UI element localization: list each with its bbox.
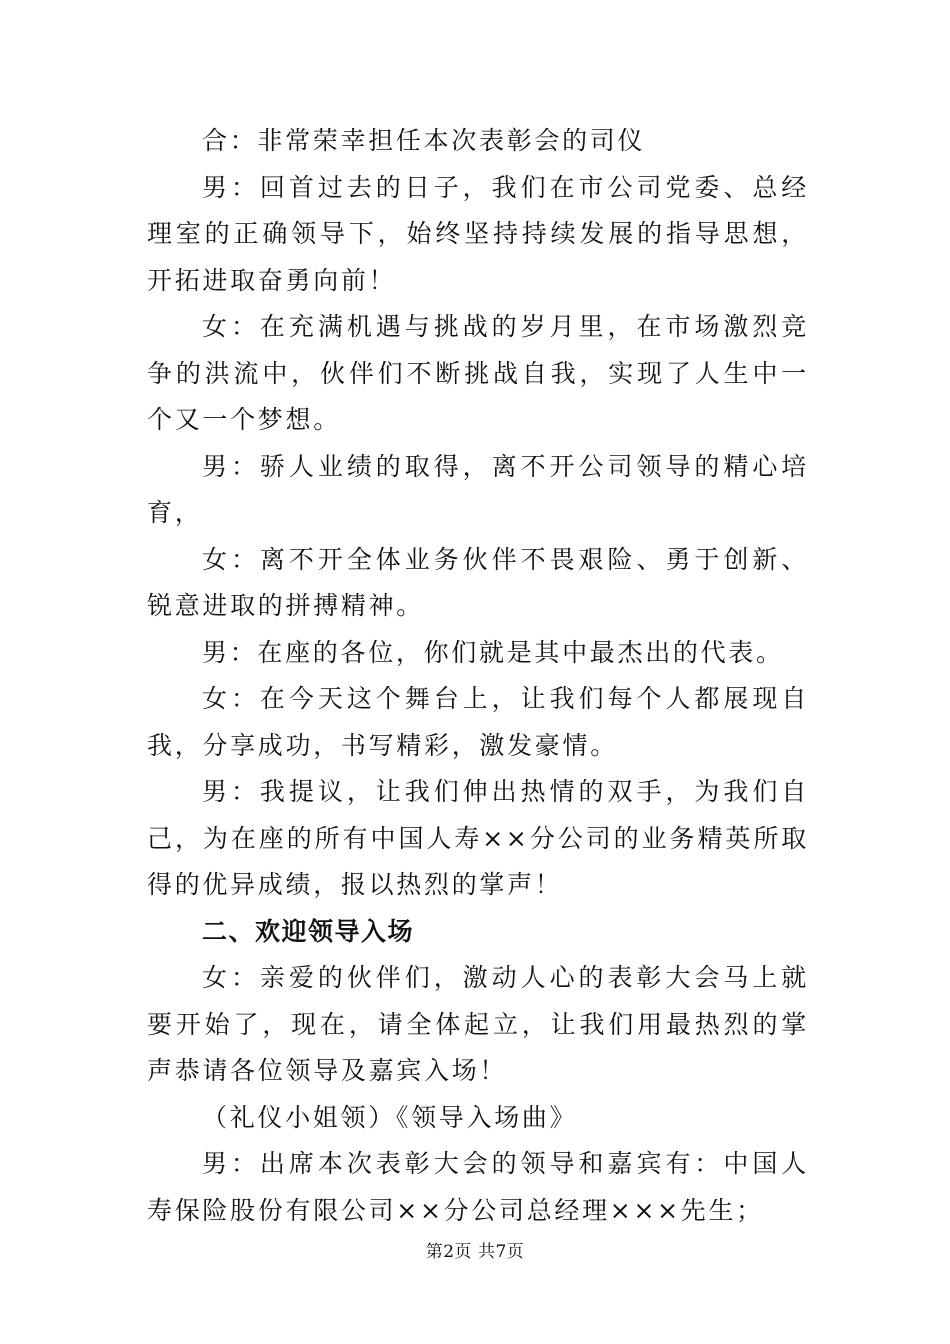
paragraph-male-review: 男：回首过去的日子，我们在市公司党委、总经理室的正确领导下，始终坚持持续发展的指导思想，开拓进取奋勇向前！: [147, 172, 809, 295]
paragraph-male-guests: 男：出席本次表彰大会的领导和嘉宾有：中国人寿保险股份有限公司××分公司总经理×××先生；: [147, 1149, 809, 1225]
paragraph-opening: 合：非常荣幸担任本次表彰会的司仪: [202, 126, 646, 155]
paragraph-female-spirit: 女：离不开全体业务伙伴不畏艰险、勇于创新、锐意进取的拼搏精神。: [147, 544, 809, 620]
paragraph-male-applause: 男：我提议，让我们伸出热情的双手，为我们自己，为在座的所有中国人寿××分公司的业务精英所取得的优异成绩，报以热烈的掌声！: [147, 777, 809, 899]
paragraph-male-representatives: 男：在座的各位，你们就是其中最杰出的代表。: [202, 637, 784, 667]
page-number-footer: 第2页 共7页: [425, 1242, 525, 1262]
paragraph-female-stage: 女：在今天这个舞台上，让我们每个人都展现自我，分享成功，书写精彩，激发豪情。: [147, 684, 809, 760]
document-body: [147, 118, 809, 1234]
section-heading: 二、欢迎领导入场: [202, 916, 415, 946]
paragraph-male-achievement: 男：骄人业绩的取得，离不开公司领导的精心培育，: [147, 451, 809, 527]
paragraph-stage-direction: （礼仪小姐领）《领导入场曲》: [202, 1102, 578, 1132]
paragraph-female-welcome: 女：亲爱的伙伴们，激动人心的表彰大会马上就要开始了，现在，请全体起立，让我们用最热烈的掌声恭请各位领导及嘉宾入场！: [147, 963, 809, 1085]
paragraph-female-challenge: 女：在充满机遇与挑战的岁月里，在市场激烈竞争的洪流中，伙伴们不断挑战自我，实现了人生中一个又一个梦想。: [147, 312, 809, 434]
